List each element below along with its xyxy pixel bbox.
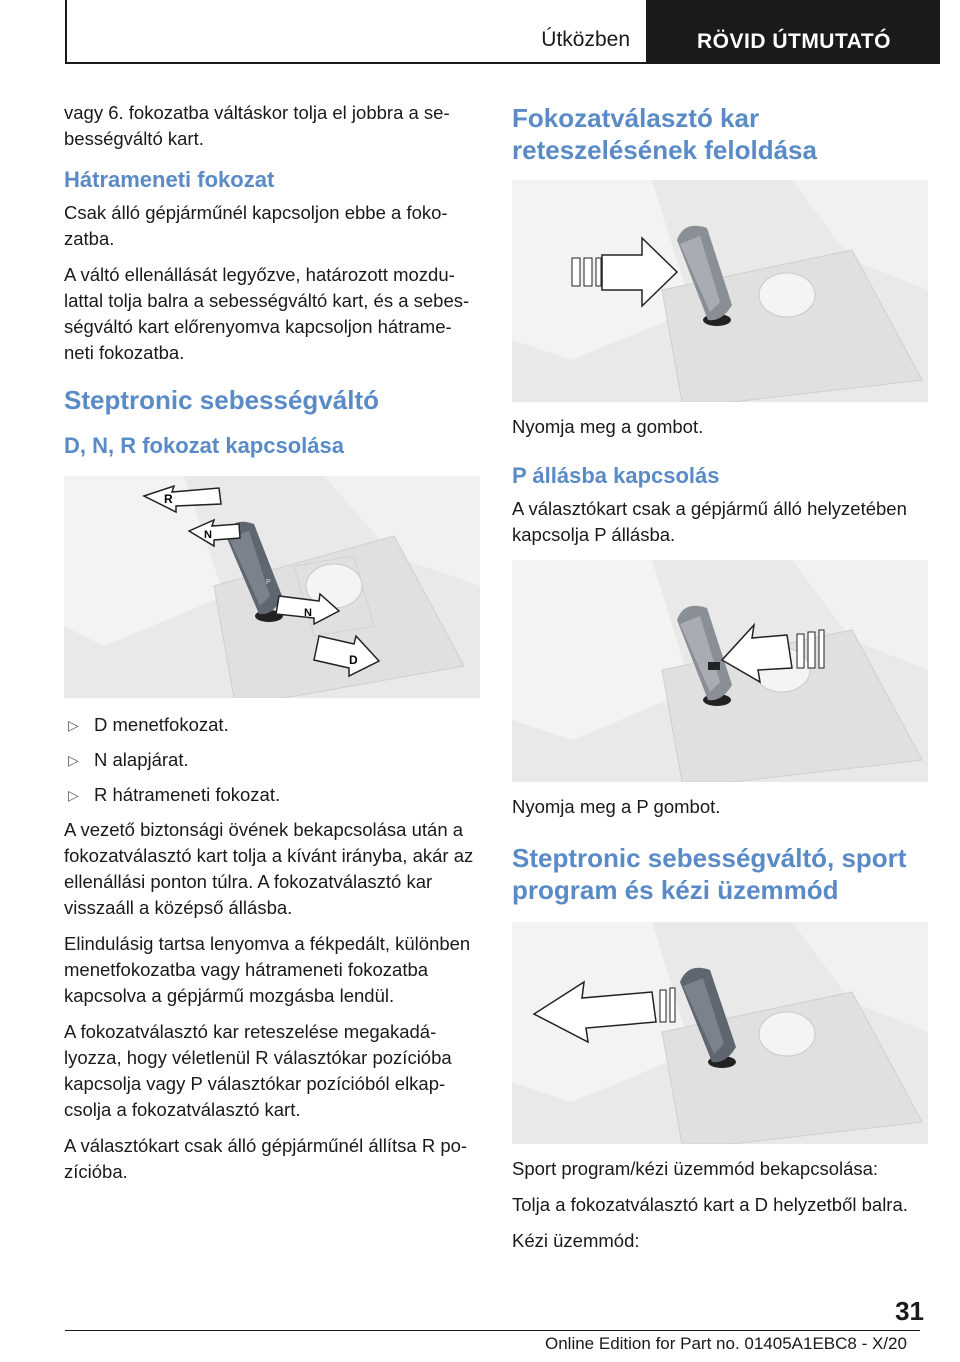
unlock-heading: Fokozatválasztó kar reteszelésének feloldása — [512, 103, 817, 165]
label-n-upper: N — [204, 529, 212, 541]
header-section-title: Útközben — [541, 28, 630, 51]
reverse-paragraph-2: A váltó ellenállását legyőzve, határozott mozdu-lattal tolja balra a sebességváltó kart, és a sebes-ségváltó kart előrenyomva kapcsoljon hátrame-neti fokozatba. — [64, 264, 470, 363]
dnr-paragraph-4: A választókart csak álló gépjárműnél állítsa R po-zícióba. — [64, 1135, 468, 1182]
unlock-caption: Nyomja meg a gombot. — [512, 416, 704, 437]
reverse-paragraph-1: Csak álló gépjárműnél kapcsoljon ebbe a foko-zatba. — [64, 202, 448, 249]
steptronic-heading: Steptronic sebességváltó — [64, 385, 379, 415]
dnr-paragraph-1: A vezető biztonsági övének bekapcsolása után a fokozatválasztó kart tolja a kívánt irányba, akár az ellenállási ponton túlra. A fokozatválasztó kar visszaáll a középső állásba. — [64, 819, 474, 918]
label-n-lower: N — [304, 607, 312, 619]
left-column — [64, 100, 479, 1195]
footer-divider — [65, 1330, 920, 1331]
sport-paragraph-3: Kézi üzemmód: — [512, 1230, 640, 1251]
list-item: ▷ R hátrameneti fokozat. — [68, 784, 281, 805]
header-guide-tab — [648, 0, 940, 64]
list-item: ▷ D menetfokozat. — [68, 714, 229, 735]
sport-paragraph-2: Tolja a fokozatválasztó kart a D helyzetből balra. — [512, 1194, 908, 1215]
footer-edition-text: Online Edition for Part no. 01405A1EBC8 - X/20 — [545, 1334, 907, 1353]
sport-heading: Steptronic sebességváltó, sport program és kézi üzemmód — [512, 843, 907, 905]
reverse-heading: Hátrameneti fokozat — [64, 167, 275, 192]
gear-selector-dnr-figure — [64, 476, 480, 698]
sport-paragraph-1: Sport program/kézi üzemmód bekapcsolása: — [512, 1158, 879, 1179]
page-number: 31 — [895, 1296, 924, 1326]
intro-paragraph: vagy 6. fokozatba váltáskor tolja el jobbra a se-bességváltó kart. — [64, 102, 450, 149]
header-section-box — [65, 0, 648, 64]
label-d: D — [349, 653, 358, 667]
label-r: R — [164, 492, 173, 506]
park-button-figure — [512, 560, 928, 782]
sport-mode-figure — [512, 922, 928, 1144]
gear-positions-list — [64, 712, 479, 808]
dnr-paragraph-2: Elindulásig tartsa lenyomva a fékpedált, különben menetfokozatba vagy hátrameneti fokozatba kapcsolva a gépjármű mozgásba lendül. — [64, 933, 471, 1006]
dnr-paragraph-3: A fokozatválasztó kar reteszelése megakadá-lyozza, hogy véletlenül R választókar pozícióba kapcsolja vagy P választókar pozícióból elkap-csolja a fokozatválasztó kart. — [64, 1021, 452, 1120]
park-paragraph: A választókart csak a gépjármű álló helyzetében kapcsolja P állásba. — [512, 498, 907, 545]
right-column — [512, 100, 932, 1264]
list-item: ▷ N alapjárat. — [68, 749, 189, 770]
gear-letter-label: P — [266, 579, 271, 586]
park-heading: P állásba kapcsolás — [512, 463, 720, 488]
unlock-button-figure — [512, 180, 928, 402]
dnr-heading: D, N, R fokozat kapcsolása — [64, 433, 344, 458]
header-guide-title: RÖVID ÚTMUTATÓ — [696, 30, 892, 53]
park-caption: Nyomja meg a P gombot. — [512, 796, 721, 817]
